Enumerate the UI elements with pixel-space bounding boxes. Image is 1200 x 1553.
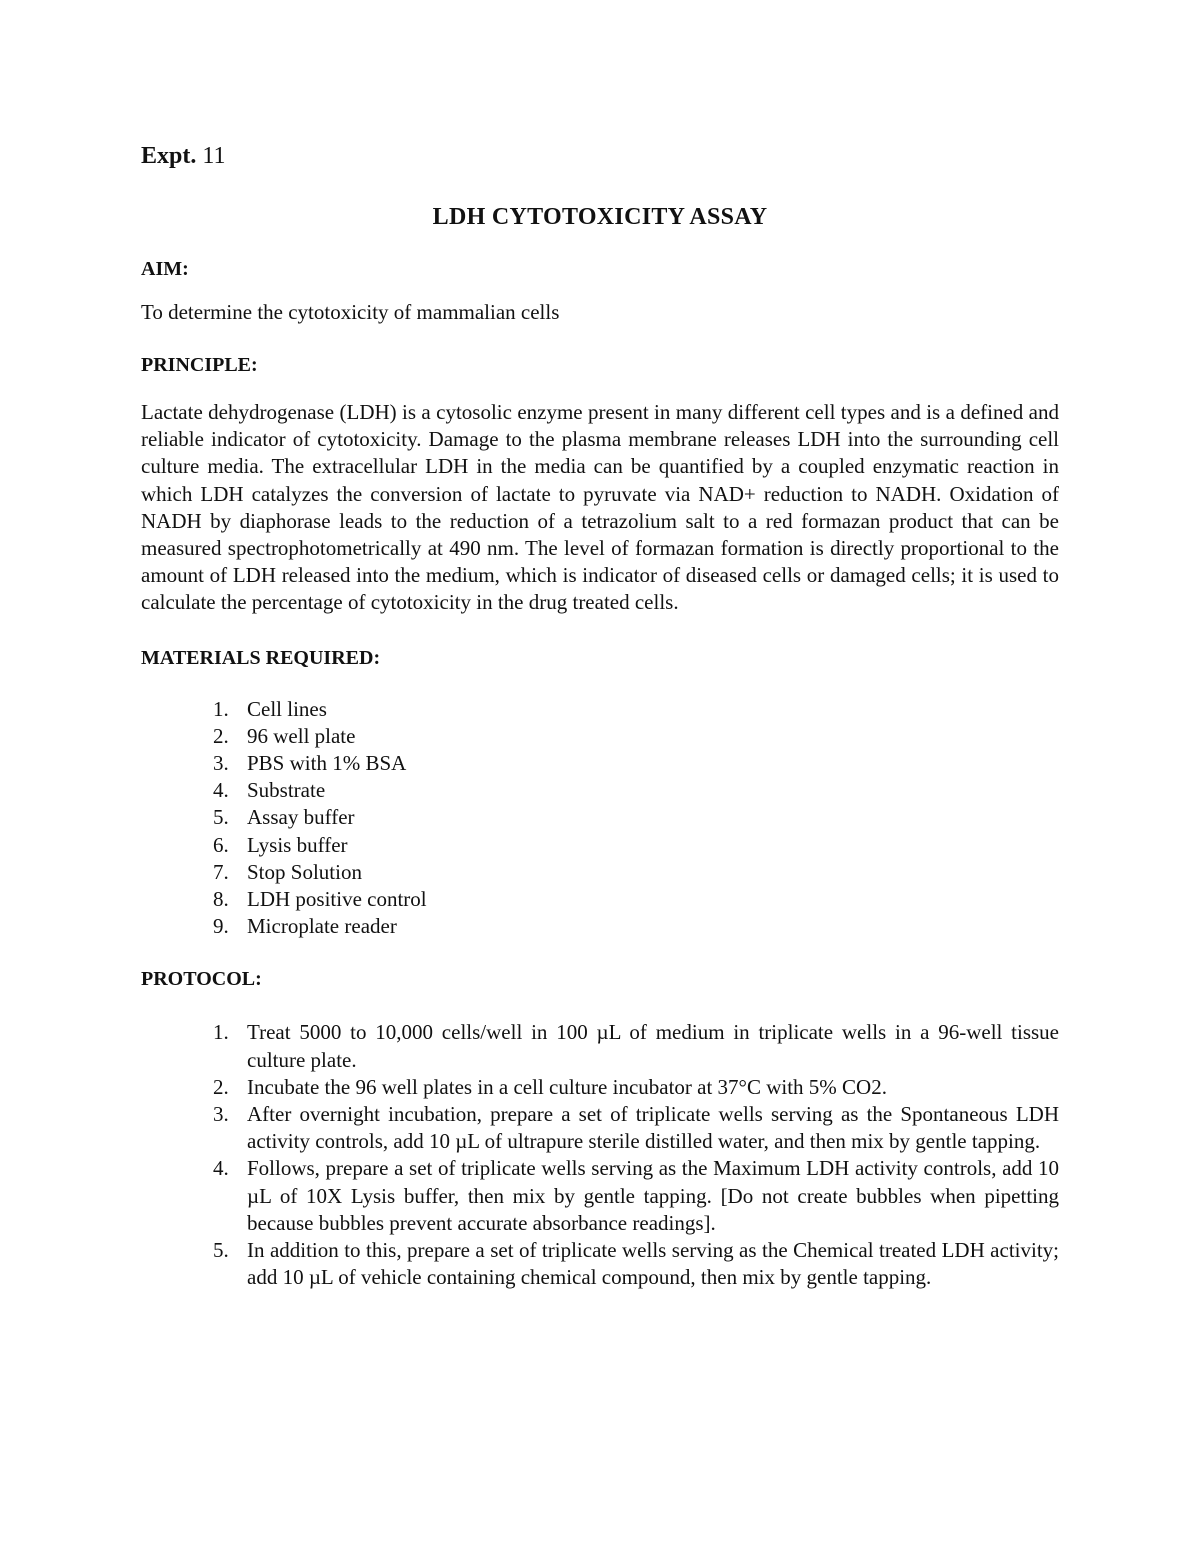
list-item [141,696,1059,723]
list-number: 1. [213,1020,229,1045]
list-text: Cell lines [247,696,327,721]
list-text: In addition to this, prepare a set of triplicate wells serving as the Chemical treated LDH activity; add 10 µL of vehicle containing chemical compound, then mix by gentle tapping. [247,1238,1059,1290]
list-number: 6. [213,832,229,857]
principle-heading: PRINCIPLE: [141,354,258,376]
list-item [141,1074,1059,1101]
list-text: Assay buffer [247,805,355,830]
list-item [141,913,1059,940]
list-number: 7. [213,859,229,884]
experiment-label: Expt. [141,143,197,169]
list-text: PBS with 1% BSA [247,751,407,776]
list-item [141,750,1059,777]
list-item [141,1237,1059,1291]
list-item [141,804,1059,831]
list-item [141,859,1059,886]
list-item [141,777,1059,804]
list-number: 2. [213,1074,229,1099]
document-page [141,140,1059,1291]
list-number: 3. [213,1102,229,1127]
list-item [141,832,1059,859]
protocol-heading: PROTOCOL: [141,968,262,991]
principle-text: Lactate dehydrogenase (LDH) is a cytosolic enzyme present in many different cell types and is a defined and reliable indicator of cytotoxicity. Damage to the plasma membrane releases LDH into the surrounding cell culture media. The extracellular LDH in the media can be quantified by a coupled enzymatic reaction in which LDH catalyzes the conversion of lactate to pyruvate via NAD+ reduction to NADH. Oxidation of NADH by diaphorase leads to the reduction of a tetrazolium salt to a red formazan product that can be measured spectrophotometrically at 490 nm. The level of formazan formation is directly proportional to the amount of LDH released into the medium, which is indicator of diseased cells or damaged cells; it is used to calculate the percentage of cytotoxicity in the drug treated cells. [141,400,1059,615]
list-text: Substrate [247,778,326,803]
list-item [141,1019,1059,1073]
list-text: 96 well plate [247,723,356,748]
list-text: Follows, prepare a set of triplicate wells serving as the Maximum LDH activity controls, add 10 µL of 10X Lysis buffer, then mix by gentle tapping. [Do not create bubbles when pipetting because bubbles prevent accurate absorbance readings]. [247,1156,1059,1235]
list-item [141,1101,1059,1155]
list-text: Incubate the 96 well plates in a cell culture incubator at 37°C with 5% CO2. [247,1074,887,1099]
experiment-number-value: 11 [202,143,226,169]
list-number: 4. [213,1156,229,1181]
protocol-list [141,1019,1059,1291]
list-item [141,1155,1059,1237]
list-number: 1. [213,696,229,721]
list-number: 2. [213,723,229,748]
list-item [141,886,1059,913]
list-number: 8. [213,887,229,912]
list-number: 5. [213,805,229,830]
experiment-number [141,140,1059,172]
list-text: After overnight incubation, prepare a set of triplicate wells serving as the Spontaneous LDH activity controls, add 10 µL of ultrapure sterile distilled water, and then mix by gentle tapping. [247,1102,1059,1154]
materials-list [141,696,1059,941]
list-number: 4. [213,778,229,803]
aim-text: To determine the cytotoxicity of mammalian cells [141,300,560,324]
list-item [141,723,1059,750]
materials-heading: MATERIALS REQUIRED: [141,646,381,669]
document-title: LDH CYTOTOXICITY ASSAY [432,204,768,230]
list-number: 3. [213,751,229,776]
list-text: Treat 5000 to 10,000 cells/well in 100 µL of medium in triplicate wells in a 96-well tissue culture plate. [247,1020,1059,1072]
list-text: Stop Solution [247,859,362,884]
list-number: 5. [213,1238,229,1263]
aim-heading: AIM: [141,258,189,280]
list-number: 9. [213,914,229,939]
list-text: Lysis buffer [247,832,348,857]
list-text: Microplate reader [247,914,397,939]
list-text: LDH positive control [247,887,427,912]
